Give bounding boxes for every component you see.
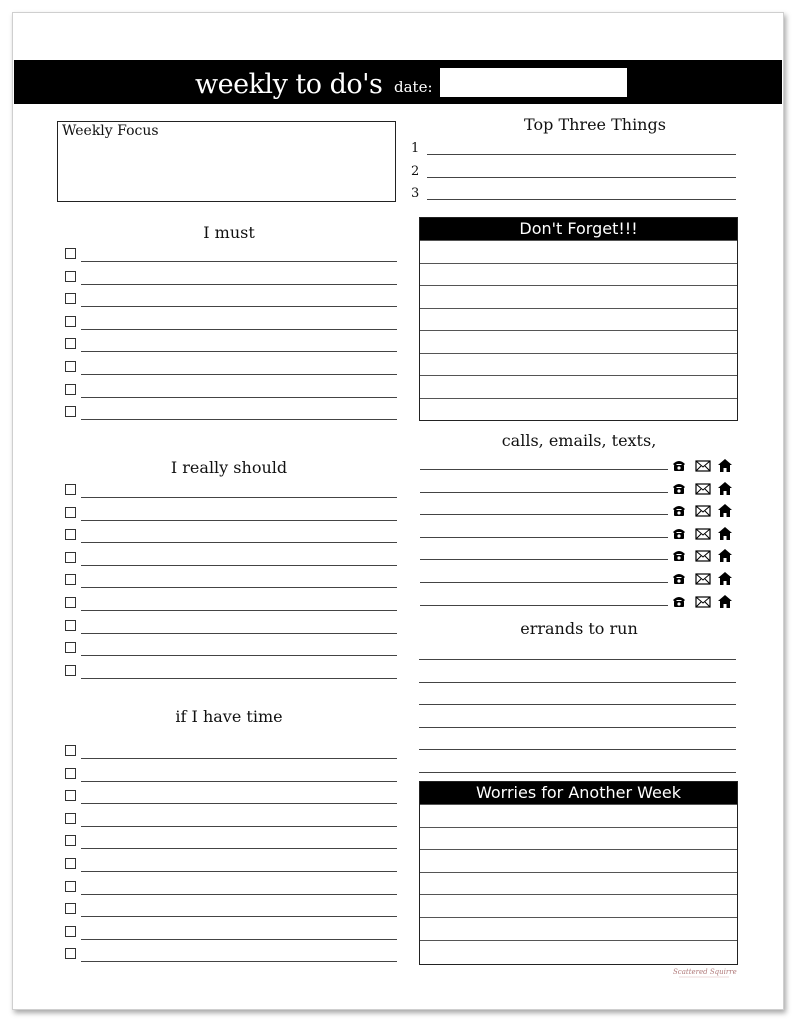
- checkbox[interactable]: [65, 384, 76, 395]
- worries-box: [419, 781, 738, 965]
- entry-line[interactable]: [81, 758, 397, 759]
- date-label: date:: [394, 78, 433, 96]
- dont-forget-title: Don't Forget!!!: [420, 218, 737, 240]
- checkbox[interactable]: [65, 552, 76, 563]
- checkbox[interactable]: [65, 642, 76, 653]
- box-row[interactable]: [420, 353, 737, 376]
- entry-line[interactable]: [81, 284, 397, 285]
- box-row[interactable]: [420, 804, 737, 827]
- top-three-line[interactable]: [427, 199, 736, 200]
- top-three-number: 2: [411, 164, 420, 179]
- home-icon[interactable]: [718, 593, 732, 607]
- home-icon[interactable]: [718, 570, 732, 584]
- entry-line[interactable]: [81, 419, 397, 420]
- errand-line[interactable]: [419, 727, 736, 728]
- checkbox[interactable]: [65, 338, 76, 349]
- entry-line[interactable]: [81, 565, 397, 566]
- box-row[interactable]: [420, 375, 737, 398]
- phone-icon[interactable]: [672, 525, 686, 539]
- entry-line[interactable]: [81, 351, 397, 352]
- if-i-have-time-title: if I have time: [175, 707, 283, 726]
- entry-line[interactable]: [81, 916, 397, 917]
- errand-line[interactable]: [419, 704, 736, 705]
- home-icon[interactable]: [718, 502, 732, 516]
- box-row[interactable]: [420, 308, 737, 331]
- phone-icon[interactable]: [672, 593, 686, 607]
- mail-icon[interactable]: [695, 570, 709, 584]
- dont-forget-rows: [420, 240, 737, 420]
- worries-title: Worries for Another Week: [420, 782, 737, 804]
- checkbox[interactable]: [65, 484, 76, 495]
- entry-line[interactable]: [81, 826, 397, 827]
- entry-line[interactable]: [81, 633, 397, 634]
- errand-line[interactable]: [419, 772, 736, 773]
- call-entry-line[interactable]: [420, 469, 668, 470]
- entry-line[interactable]: [81, 678, 397, 679]
- checkbox[interactable]: [65, 406, 76, 417]
- box-row[interactable]: [420, 240, 737, 263]
- entry-line[interactable]: [81, 655, 397, 656]
- home-icon[interactable]: [718, 457, 732, 471]
- entry-line[interactable]: [81, 587, 397, 588]
- entry-line[interactable]: [81, 261, 397, 262]
- box-row[interactable]: [420, 330, 737, 353]
- checkbox[interactable]: [65, 881, 76, 892]
- entry-line[interactable]: [81, 306, 397, 307]
- box-row[interactable]: [420, 872, 737, 895]
- call-entry-line[interactable]: [420, 492, 668, 493]
- checkbox[interactable]: [65, 574, 76, 585]
- call-entry-line[interactable]: [420, 559, 668, 560]
- checkbox[interactable]: [65, 790, 76, 801]
- checkbox[interactable]: [65, 361, 76, 372]
- checkbox[interactable]: [65, 926, 76, 937]
- box-row[interactable]: [420, 849, 737, 872]
- checkbox[interactable]: [65, 597, 76, 608]
- home-icon[interactable]: [718, 525, 732, 539]
- checkbox[interactable]: [65, 248, 76, 259]
- entry-line[interactable]: [81, 520, 397, 521]
- errand-line[interactable]: [419, 749, 736, 750]
- top-three-number: 1: [411, 141, 420, 156]
- checkbox[interactable]: [65, 293, 76, 304]
- checkbox[interactable]: [65, 813, 76, 824]
- entry-line[interactable]: [81, 848, 397, 849]
- home-icon[interactable]: [718, 480, 732, 494]
- checkbox[interactable]: [65, 858, 76, 869]
- checkbox[interactable]: [65, 620, 76, 631]
- entry-line[interactable]: [81, 610, 397, 611]
- mail-icon[interactable]: [695, 480, 709, 494]
- call-entry-line[interactable]: [420, 605, 668, 606]
- box-row[interactable]: [420, 917, 737, 940]
- box-row[interactable]: [420, 398, 737, 421]
- mail-icon[interactable]: [695, 593, 709, 607]
- top-three-title: Top Three Things: [524, 115, 666, 134]
- mail-icon[interactable]: [695, 547, 709, 561]
- mail-icon[interactable]: [695, 525, 709, 539]
- errand-line[interactable]: [419, 659, 736, 660]
- errands-title: errands to run: [520, 619, 638, 638]
- checkbox[interactable]: [65, 835, 76, 846]
- mail-icon[interactable]: [695, 502, 709, 516]
- top-three-number: 3: [411, 186, 420, 201]
- i-really-should-title: I really should: [170, 458, 288, 477]
- checkbox[interactable]: [65, 507, 76, 518]
- entry-line[interactable]: [81, 961, 397, 962]
- date-field[interactable]: [440, 68, 627, 97]
- checkbox[interactable]: [65, 665, 76, 676]
- brand-logo: [669, 966, 739, 982]
- phone-icon[interactable]: [672, 480, 686, 494]
- call-entry-line[interactable]: [420, 514, 668, 515]
- checkbox[interactable]: [65, 529, 76, 540]
- checkbox[interactable]: [65, 271, 76, 282]
- entry-line[interactable]: [81, 329, 397, 330]
- svg-text:Scattered Squirrel: Scattered Squirrel: [673, 968, 737, 976]
- entry-line[interactable]: [81, 894, 397, 895]
- phone-icon[interactable]: [672, 570, 686, 584]
- phone-icon[interactable]: [672, 547, 686, 561]
- phone-icon[interactable]: [672, 502, 686, 516]
- logo-mark: [671, 966, 737, 980]
- box-row[interactable]: [420, 285, 737, 308]
- checkbox[interactable]: [65, 316, 76, 327]
- phone-icon[interactable]: [672, 457, 686, 471]
- box-row[interactable]: [420, 827, 737, 850]
- call-entry-line[interactable]: [420, 582, 668, 583]
- box-row[interactable]: [420, 894, 737, 917]
- calls-title: calls, emails, texts,: [501, 431, 657, 450]
- worries-rows: [420, 804, 737, 962]
- call-entry-line[interactable]: [420, 537, 668, 538]
- entry-line[interactable]: [81, 871, 397, 872]
- i-must-title: I must: [203, 223, 255, 242]
- entry-line[interactable]: [81, 803, 397, 804]
- entry-line[interactable]: [81, 497, 397, 498]
- planner-sheet: [12, 12, 784, 1010]
- entry-line[interactable]: [81, 374, 397, 375]
- weekly-focus-label: Weekly Focus: [62, 123, 159, 139]
- checkbox[interactable]: [65, 745, 76, 756]
- box-row[interactable]: [420, 940, 737, 963]
- top-three-line[interactable]: [427, 154, 736, 155]
- top-three-line[interactable]: [427, 177, 736, 178]
- entry-line[interactable]: [81, 781, 397, 782]
- entry-line[interactable]: [81, 939, 397, 940]
- page-title: weekly to do's: [195, 69, 383, 100]
- mail-icon[interactable]: [695, 457, 709, 471]
- checkbox[interactable]: [65, 768, 76, 779]
- checkbox[interactable]: [65, 903, 76, 914]
- errand-line[interactable]: [419, 682, 736, 683]
- box-row[interactable]: [420, 263, 737, 286]
- entry-line[interactable]: [81, 397, 397, 398]
- checkbox[interactable]: [65, 948, 76, 959]
- home-icon[interactable]: [718, 547, 732, 561]
- dont-forget-box: [419, 217, 738, 421]
- entry-line[interactable]: [81, 542, 397, 543]
